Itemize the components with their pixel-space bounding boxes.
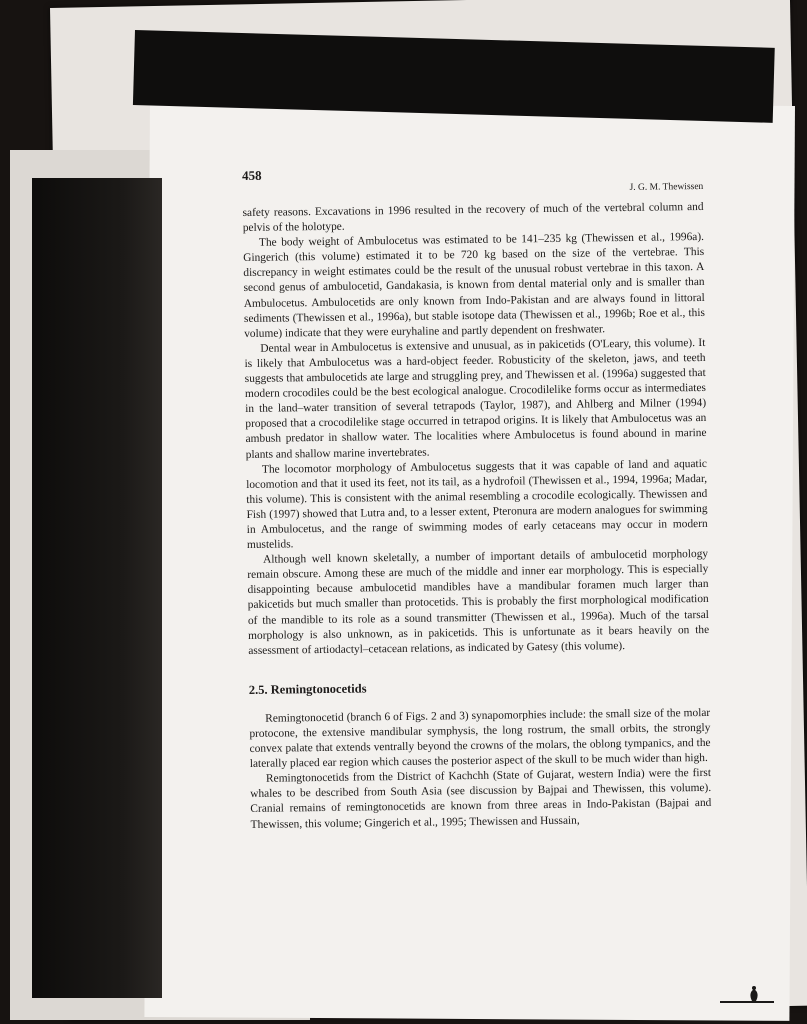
paragraph-7: Remingtonocetids from the District of Kachchh (State of Gujarat, western India) were the first whales to be described from South Asia (see discussion by Bajpai and Thewissen, this volume). Cranial remains of remingtonocetids are known from three areas in Indo-Pakistan (Bajpai and Thewissen, this volume; Gingerich et al., 1995; Thewissen and Hussain, — [250, 767, 712, 831]
paragraph-2: The body weight of Ambulocetus was estimated to be 141–235 kg (Thewissen et al., 1996a). Gingerich (this volume) estimated it to be 720 kg based on the size of the vertebrae. This discrepancy in weight estimates could be the result of the unusual robust vertebrae in this taxon. A second genus of ambulocetid, Gandakasia, is known from dental material only and is smaller than Ambulocetus. Ambulocetids are only known from Indo-Pakistan and are always found in littoral sediments (Thewissen et al., 1996a), but stable isotope data (Thewissen et al., 1996b; Roe et al., this volume) indicate that they were euryhaline and partly dependent on freshwater. — [243, 231, 706, 340]
page-number: 458 — [242, 167, 262, 183]
paragraph-5: Although well known skeletally, a number of important details of ambulocetid morphology remain obscure. Among these are much of the middle and inner ear morphology. This is especially disappointing because ambulocetid mandibles have a mandibular foramen much larger than pakicetids but much smaller than protocetids. This is probably the first morphological modification of the mandible to its role as a sound transmitter (Thewissen et al., 1996a). Much of the tarsal morphology is also unknown, as in pakicetids. This is unfortunate as it bears heavily on the assessment of artiodactyl–cetacean relations, as indicated by Gatesy (this volume). — [247, 548, 710, 657]
paragraph-1: safety reasons. Excavations in 1996 resulted in the recovery of much of the vertebral column and pelvis of the holotype. — [242, 200, 704, 235]
paragraph-4: The locomotor morphology of Ambulocetus suggests that it was capable of land and aquatic locomotion and that it used its feet, not its tail, as a hydrofoil (Thewissen et al., 1994, 1996a; Madar, this volume). This is consistent with the animal resembling a crocodile ecologically. Thewissen and Fish (1997) showed that Lutra and, to a lesser extent, Pteronura are modern analogues for swimming in Ambulocetus, and the range of swimming modes of early cetaceans may occur in modern mustelids. — [246, 457, 708, 552]
stamp-mark-icon — [718, 985, 778, 1005]
section-heading: 2.5. Remingtonocetids — [248, 681, 367, 697]
paragraph-3: Dental wear in Ambulocetus is extensive and unusual, as in pakicetids (O'Leary, this volume). It is likely that Ambulocetus was a hard-object feeder. Robusticity of the skeleton, jaws, and teeth suggests that ambulocetids ate large and struggling prey, and Thewissen et al. (1996a) suggested that modern crocodiles could be the best ecological analogue. Crocodilelike forms occur as intermediates in the land–water transition of several tetrapods (Taylor, 1987), and Ahlberg and Milner (1994) proposed that a crocodilelike stage occurred in tetrapod origins. It is likely that Ambulocetus was an ambush predator in shallow water. The localities where Ambulocetus is found abound in marine plants and shallow marine invertebrates. — [244, 336, 707, 461]
page-text — [242, 162, 712, 833]
paragraph-6: Remingtonocetid (branch 6 of Figs. 2 and 3) synapomorphies include: the small size of the molar protocone, the extensive mandibular symphysis, the long rostrum, the small orbits, the strongly convex palate that extends ventrally beyond the crowns of the molars, the oblong tympanics, and the laterally placed ear region which causes the posterior aspect of the skull to be much wider than high. — [249, 706, 711, 771]
scan-shadow-left — [32, 178, 162, 998]
running-head: J. G. M. Thewissen — [629, 181, 704, 193]
